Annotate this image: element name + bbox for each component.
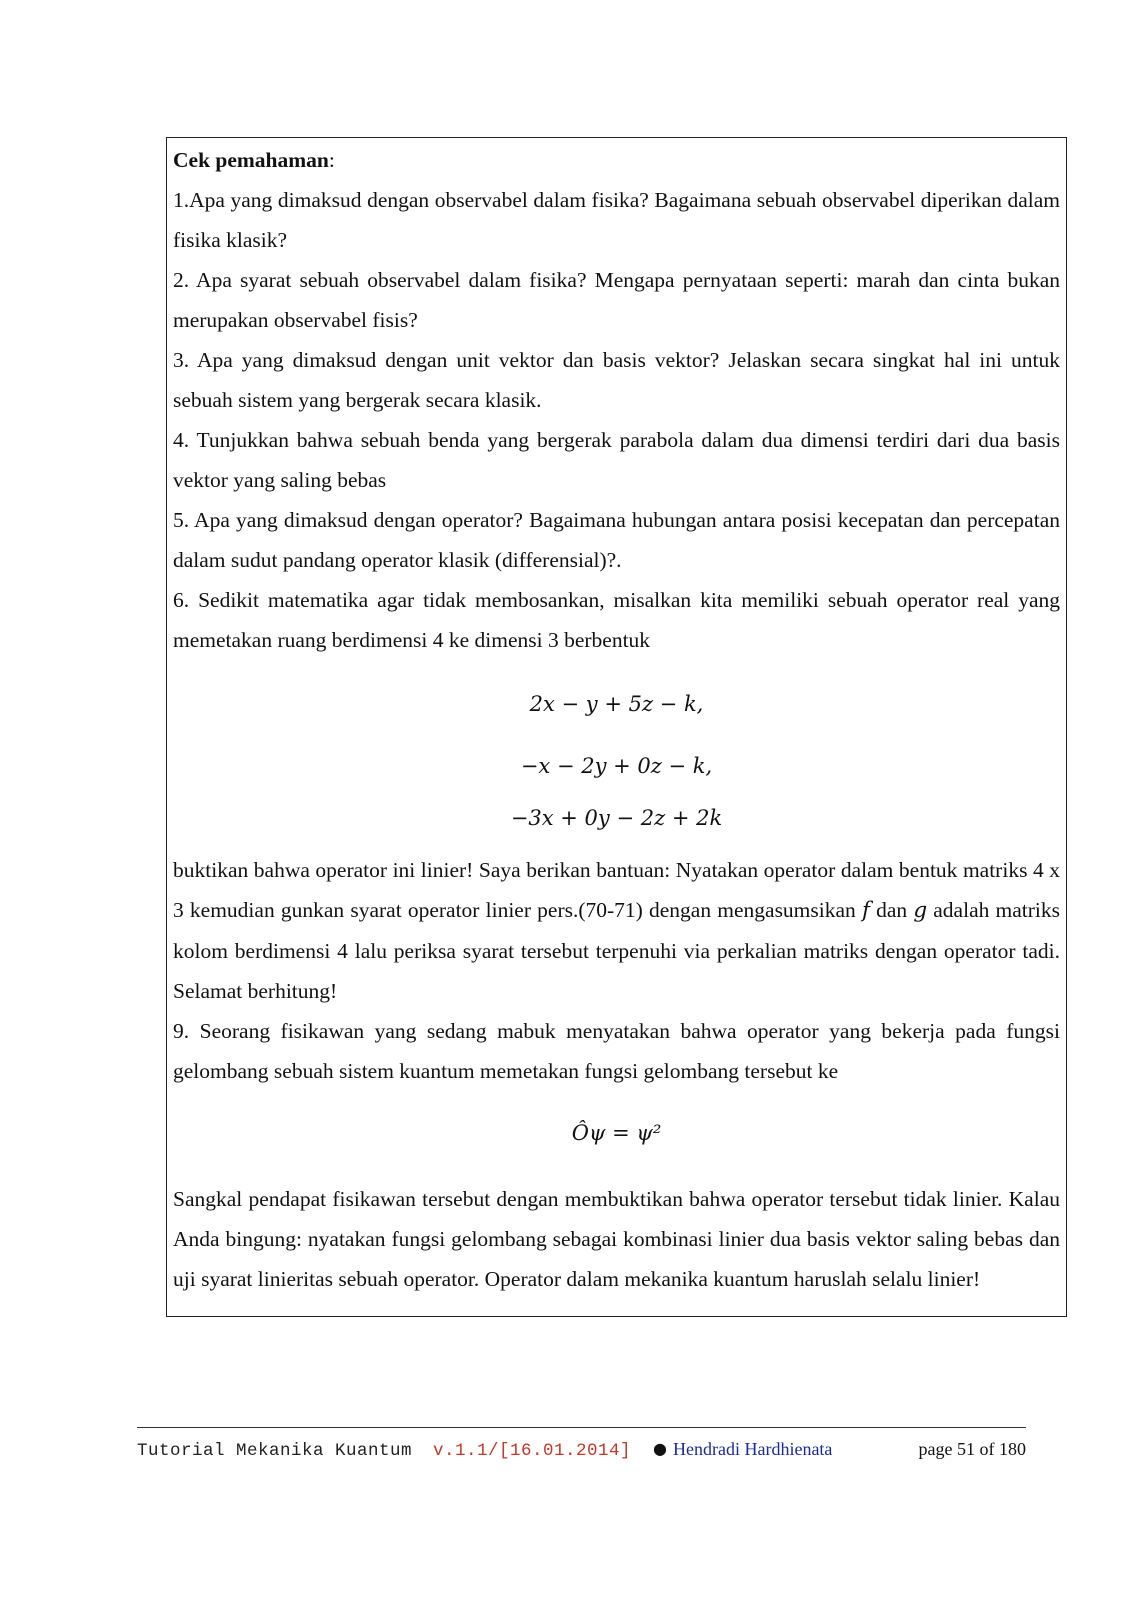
question-6-continued [173,850,1060,1011]
box-heading-line [173,140,1060,180]
question-2: 2. Apa syarat sebuah observabel dalam fisika? Mengapa pernyataan seperti: marah dan cinta bukan merupakan observabel fisis? [173,268,1060,332]
question-5: 5. Apa yang dimaksud dengan operator? Bagaimana hubungan antara posisi kecepatan dan percepatan dalam sudut pandang operator klasik (differensial)?. [173,508,1060,572]
bullet-icon: ● [653,1439,667,1458]
equation-psi: Ôψ = ψ² [571,1121,662,1145]
footer-author: Hendradi Hardhienata [673,1439,833,1459]
footer-title: Tutorial Mekanika Kuantum [137,1441,413,1461]
comprehension-check-box [166,137,1067,1317]
variable-g: g [913,898,928,923]
equation-3: −3x + 0y − 2z + 2k [510,806,723,830]
page-number: page 51 of 180 [918,1439,1026,1459]
q6-text-b: adalah matriks kolom berdimensi 4 lalu periksa syarat tersebut terpenuhi via perkalian matriks dengan operator tadi. Selamat berhitung! [173,898,1061,1003]
question-9: 9. Seorang fisikawan yang sedang mabuk menyatakan bahwa operator yang bekerja pada fungsi gelombang sebuah sistem kuantum memetakan fungsi gelombang tersebut ke [173,1019,1060,1083]
footer-version: v.1.1/[16.01.2014] [433,1441,632,1461]
equation-2: −x − 2y + 0z − k, [520,754,713,778]
question-4: 4. Tunjukkan bahwa sebuah benda yang bergerak parabola dalam dua dimensi terdiri dari dua basis vektor yang saling bebas [173,428,1060,492]
footer-rule [137,1427,1026,1428]
heading-colon: : [328,148,335,172]
equation-1: 2x − y + 5z − k, [529,692,704,716]
q6-text-a: buktikan bahwa operator ini linier! Saya berikan bantuan: Nyatakan operator dalam bentuk matriks 4 x 3 kemudian gunkan syarat operator linier pers.(70-71) dengan mengasumsikan [173,858,1060,922]
box-heading: Cek pemahaman [173,148,329,172]
question-6: 6. Sedikit matematika agar tidak membosankan, misalkan kita memiliki sebuah operator real yang memetakan ruang berdimensi 4 ke dimensi 3 berbentuk [173,588,1060,652]
variable-f: f [861,898,870,923]
question-9-continued: Sangkal pendapat fisikawan tersebut dengan membuktikan bahwa operator tersebut tidak linier. Kalau Anda bingung: nyatakan fungsi gelombang sebagai kombinasi linier dua basis vektor saling bebas dan uji syarat linieritas sebuah operator. Operator dalam mekanika kuantum haruslah selalu linier! [173,1187,1060,1291]
word-dan: dan [869,898,914,922]
question-1: 1.Apa yang dimaksud dengan observabel dalam fisika? Bagaimana sebuah observabel diperikan dalam fisika klasik? [173,188,1060,252]
question-3: 3. Apa yang dimaksud dengan unit vektor dan basis vektor? Jelaskan secara singkat hal ini untuk sebuah sistem yang bergerak secara klasik. [173,348,1060,412]
page-footer [137,1437,1026,1467]
